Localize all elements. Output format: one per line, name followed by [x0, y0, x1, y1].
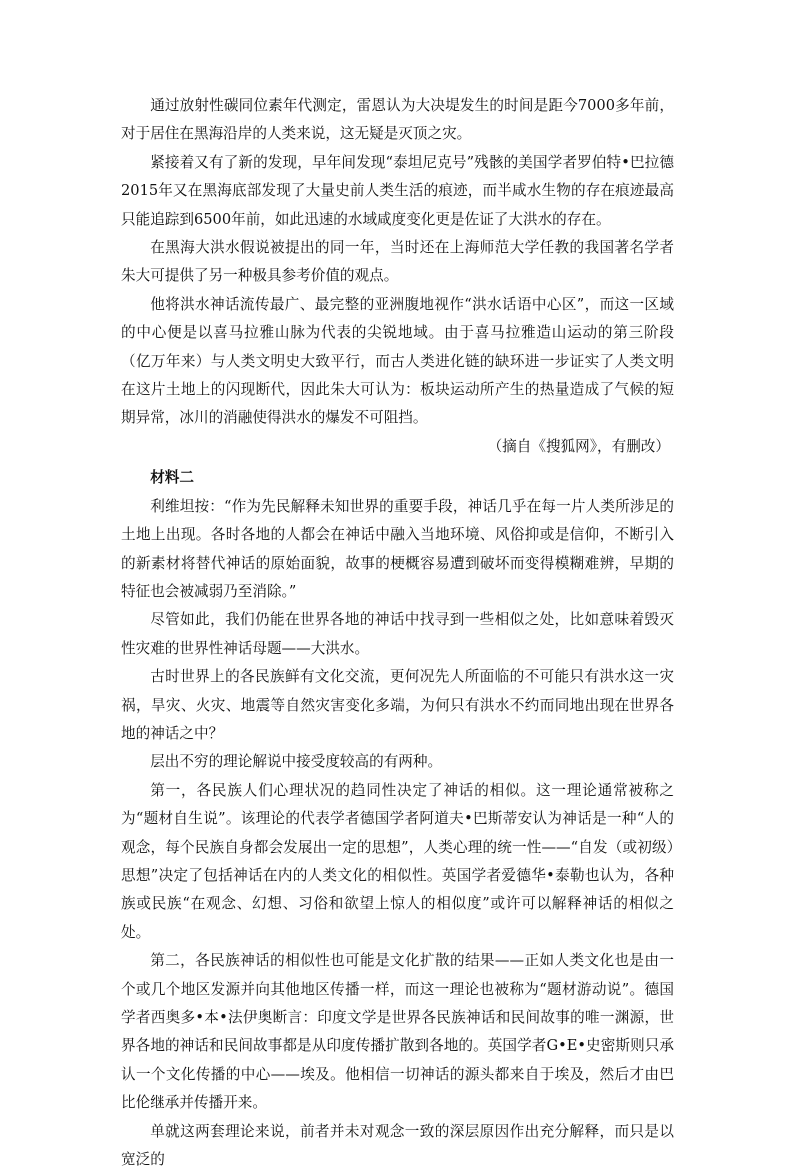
paragraph: 紧接着又有了新的发现，早年间发现“泰坦尼克号”残骸的美国学者罗伯特•巴拉德2015年又在黑海底部发现了大量史前人类生活的痕迹，而半咸水生物的存在痕迹最高只能追踪到6500年前，如此迅速的水域咸度变化更是佐证了大洪水的存在。 [121, 153, 674, 228]
document-page [121, 92, 674, 1174]
source-note: （摘自《搜狐网》，有删改） [487, 437, 670, 455]
paragraph: 利维坦按：“作为先民解释未知世界的重要手段，神话几乎在每一片人类所涉足的土地上出现。各时各地的人都会在神话中融入当地环境、风俗抑或是信仰，不断引入的新素材将替代神话的原始面貌，故事的梗概容易遭到破坏而变得模糊难辨，早期的特征也会被减弱乃至消除。” [121, 497, 674, 600]
section-heading: 材料二 [150, 469, 194, 487]
paragraph: 在黑海大洪水假说被提出的同一年，当时还在上海师范大学任教的我国著名学者朱大可提供了另一种极具参考价值的观点。 [121, 239, 674, 285]
paragraph: 尽管如此，我们仍能在世界各地的神话中找寻到一些相似之处，比如意味着毁灭性灾难的世界性神话母题——大洪水。 [121, 611, 674, 657]
paragraph: 第二，各民族神话的相似性也可能是文化扩散的结果——正如人类文化也是由一个或几个地区发源并向其他地区传播一样，而这一理论也被称为“题材游动说”。德国学者西奥多•本•法伊奥断言：印度文学是世界各民族神话和民间故事的唯一渊源，世界各地的神话和民间故事都是从印度传播扩散到各地的。英国学者G•E•史密斯则只承认一个文化传播的中心——埃及。他相信一切神话的源头都来自于埃及，然后才由巴比伦继承并传播开来。 [121, 952, 674, 1112]
paragraph: 层出不穷的理论解说中接受度较高的有两种。 [150, 753, 443, 771]
paragraph: 单就这两套理论来说，前者并未对观念一致的深层原因作出充分解释，而只是以宽泛的 [121, 1122, 674, 1169]
paragraph: 第一，各民族人们心理状况的趋同性决定了神话的相似。这一理论通常被称之为“题材自生说”。该理论的代表学者德国学者阿道夫•巴斯蒂安认为神话是一种“人的观念，每个民族自身都会发展出一定的思想”，人类心理的统一性——“自发（或初级）思想”决定了包括神话在内的人类文化的相似性。英国学者爱德华•泰勒也认为，各种族或民族“在观念、幻想、习俗和欲望上惊人的相似度”或许可以解释神话的相似之处。 [121, 781, 674, 941]
paragraph: 他将洪水神话流传最广、最完整的亚洲腹地视作“洪水话语中心区”，而这一区域的中心便是以喜马拉雅山脉为代表的尖锐地域。由于喜马拉雅造山运动的第三阶段（亿万年来）与人类文明史大致平行，而古人类进化链的缺环进一步证实了人类文明在这片土地上的闪现断代，因此朱大可认为：板块运动所产生的热量造成了气候的短期异常，冰川的消融使得洪水的爆发不可阻挡。 [121, 295, 674, 427]
paragraph: 古时世界上的各民族鲜有文化交流，更何况先人所面临的不可能只有洪水这一灾祸，旱灾、火灾、地震等自然灾害变化多端，为何只有洪水不约而同地出现在世界各地的神话之中？ [121, 668, 674, 742]
paragraph: 通过放射性碳同位素年代测定，雷恩认为大决堤发生的时间是距今7000多年前，对于居住在黑海沿岸的人类来说，这无疑是灭顶之灾。 [121, 97, 674, 143]
